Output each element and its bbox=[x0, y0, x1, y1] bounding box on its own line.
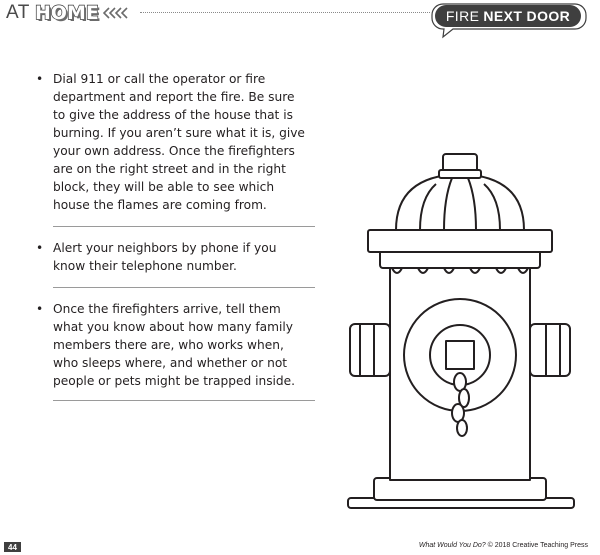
bullet-line: people or pets might be trapped inside. bbox=[53, 374, 296, 388]
bullet-text bbox=[53, 70, 326, 214]
book-title: What Would You Do? bbox=[418, 542, 486, 549]
fire-hydrant-drawing bbox=[340, 150, 580, 520]
bullet-line: burning. If you aren’t sure what it is, give bbox=[53, 126, 305, 140]
bullet-line: Alert your neighbors by phone if you bbox=[53, 241, 277, 255]
section-prefix: AT bbox=[6, 2, 30, 23]
fire-hydrant-icon bbox=[340, 150, 580, 524]
bullet-text bbox=[53, 239, 326, 275]
bullet-list bbox=[36, 70, 326, 401]
topic-tab-wrapper bbox=[431, 3, 587, 39]
copyright: © 2018 Creative Teaching Press bbox=[487, 542, 588, 549]
bullet-line: are on the right street and in the right bbox=[53, 162, 286, 176]
bullet-dot: • bbox=[36, 72, 44, 86]
bullet-line: Dial 911 or call the operator or fire bbox=[53, 72, 266, 86]
bullet-dot: • bbox=[36, 302, 44, 316]
page-footer bbox=[0, 540, 600, 555]
bullet-line: block, they will be able to see which bbox=[53, 180, 275, 194]
header-dotted-rule bbox=[140, 12, 430, 13]
bullet-line: Once the firefighters arrive, tell them bbox=[53, 302, 281, 316]
page-number: 44 bbox=[4, 542, 21, 552]
section-header bbox=[6, 2, 131, 24]
bullet-item-2 bbox=[36, 239, 326, 275]
bullet-item-3 bbox=[36, 300, 326, 390]
bullet-line: who sleeps where, and whether or not bbox=[53, 356, 288, 370]
credit-line bbox=[419, 542, 588, 549]
topic-bold: NEXT DOOR bbox=[483, 8, 571, 24]
bullet-dot: • bbox=[36, 241, 44, 255]
bullet-line: your own address. Once the firefighters bbox=[53, 144, 295, 158]
topic-regular: FIRE bbox=[445, 8, 480, 24]
bullet-line: members there are, who works when, bbox=[53, 338, 284, 352]
topic-tab bbox=[435, 5, 581, 27]
bullet-line: department and report the fire. Be sure bbox=[53, 90, 295, 104]
bullet-line: house the flames are coming from. bbox=[53, 198, 267, 212]
section-title: HOME bbox=[34, 2, 99, 24]
divider bbox=[53, 226, 315, 227]
bullet-line: what you know about how many family bbox=[53, 320, 293, 334]
divider bbox=[53, 287, 315, 288]
bullet-line: know their telephone number. bbox=[53, 259, 237, 273]
chevrons-left-icon bbox=[103, 7, 131, 19]
bullet-item-1 bbox=[36, 70, 326, 214]
bullet-text bbox=[53, 300, 326, 390]
divider bbox=[53, 400, 315, 401]
bullet-line: to give the address of the house that is bbox=[53, 108, 293, 122]
